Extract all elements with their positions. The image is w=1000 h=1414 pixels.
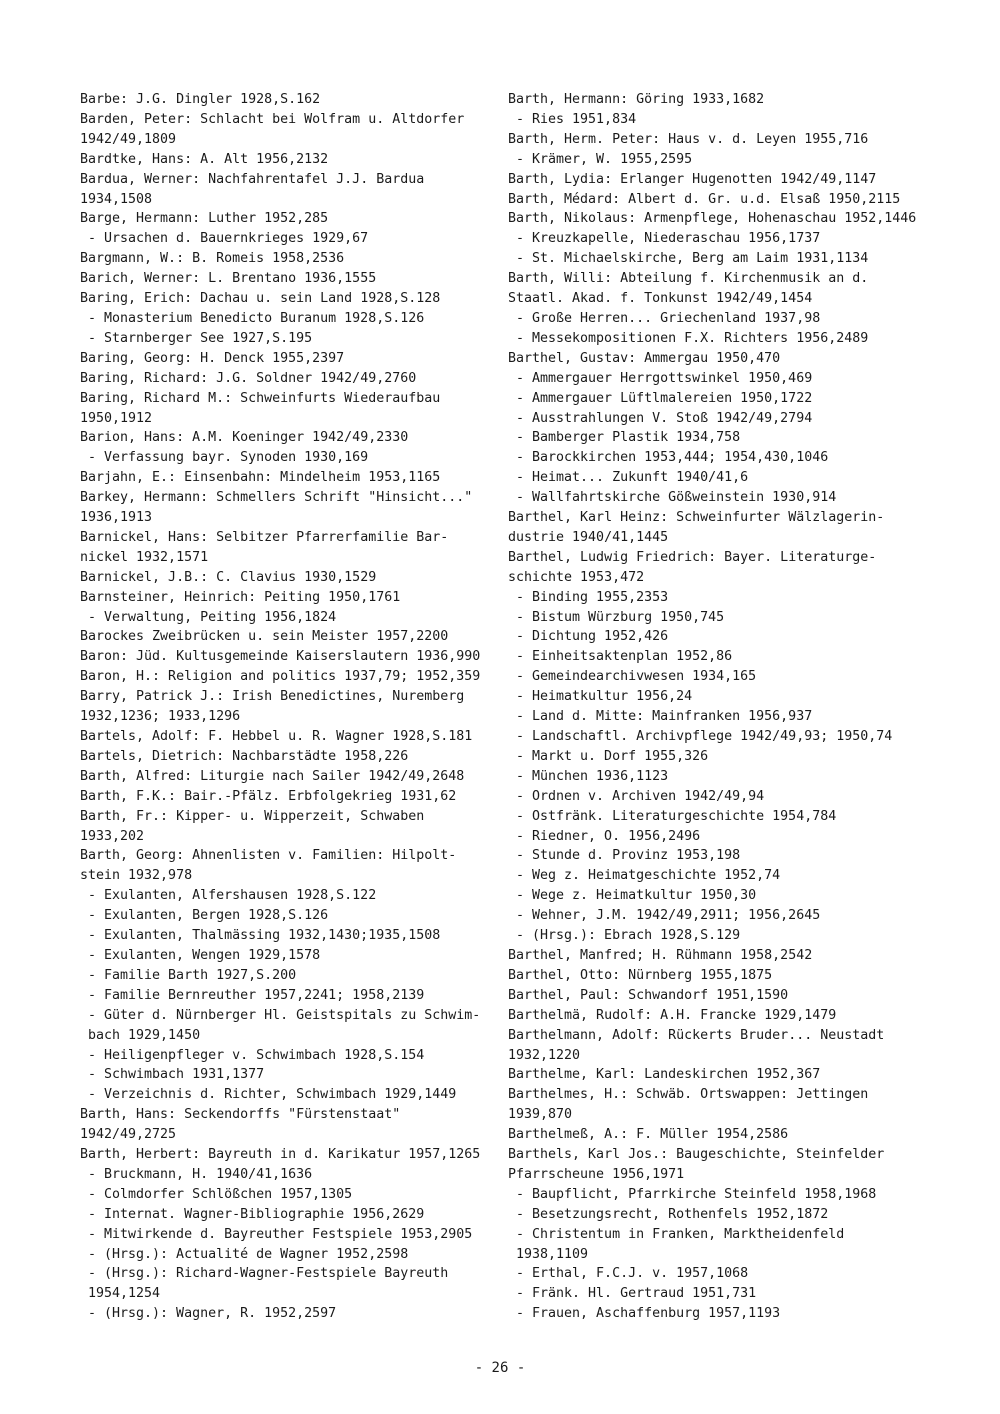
index-entry — [508, 90, 938, 110]
index-entry — [80, 349, 495, 369]
entry-line: - Bistum Würzburg 1950,745 — [516, 609, 725, 625]
index-subentry — [508, 767, 938, 787]
entry-line: Barth, Lydia: Erlanger Hugenotten 1942/49,1147 — [508, 171, 877, 187]
index-entry — [80, 588, 495, 608]
entry-line: - Exulanten, Thalmässing 1932,1430;1935,1508 — [88, 928, 441, 944]
index-subentry — [508, 389, 938, 409]
entry-line: Baring, Georg: H. Denck 1955,2397 — [80, 350, 345, 366]
entry-line: Bardua, Werner: Nachfahrentafel J.J. Bardua — [80, 171, 425, 187]
index-entry — [508, 966, 938, 986]
index-entry — [508, 1125, 938, 1145]
entry-line: - Fränk. Hl. Gertraud 1951,731 — [516, 1286, 757, 1302]
entry-line: Barjahn, E.: Einsenbahn: Mindelheim 1953,1165 — [80, 470, 441, 486]
entry-line: - Weg z. Heimatgeschichte 1952,74 — [516, 868, 781, 884]
entry-line: - Internat. Wagner-Bibliographie 1956,2629 — [88, 1206, 425, 1222]
index-subentry — [508, 627, 938, 647]
index-entry — [80, 389, 495, 429]
entry-line: - München 1936,1123 — [516, 768, 669, 784]
right-column — [508, 90, 938, 1324]
index-entry — [80, 369, 495, 389]
entry-line: - Starnberger See 1927,S.195 — [88, 330, 313, 346]
left-column — [80, 90, 495, 1324]
index-entry — [508, 1145, 938, 1185]
index-entry — [80, 249, 495, 269]
entry-line: Staatl. Akad. f. Tonkunst 1942/49,1454 — [508, 291, 813, 307]
entry-line: Barth, Fr.: Kipper- u. Wipperzeit, Schwaben — [80, 808, 425, 824]
entry-line: Barion, Hans: A.M. Koeninger 1942/49,2330 — [80, 430, 409, 446]
index-subentry — [508, 647, 938, 667]
entry-line: - Barockkirchen 1953,444; 1954,430,1046 — [516, 450, 829, 466]
index-subentry — [80, 309, 495, 329]
index-entry — [508, 508, 938, 548]
entry-line: - Ries 1951,834 — [516, 111, 637, 127]
entry-line: Barockes Zweibrücken u. sein Meister 1957,2200 — [80, 629, 449, 645]
index-subentry — [508, 369, 938, 389]
index-subentry — [508, 1264, 938, 1284]
entry-line: 1954,1254 — [88, 1286, 161, 1302]
entry-line: - Messekompositionen F.X. Richters 1956,2489 — [516, 330, 869, 346]
entry-line: Baring, Erich: Dachau u. sein Land 1928,S.128 — [80, 291, 441, 307]
index-entry — [80, 767, 495, 787]
index-subentry — [508, 1205, 938, 1225]
index-subentry — [80, 1165, 495, 1185]
index-entry — [80, 1145, 495, 1165]
entry-line: - Verfassung bayr. Synoden 1930,169 — [88, 450, 369, 466]
index-entry — [80, 687, 495, 727]
entry-line: 1939,870 — [508, 1107, 573, 1123]
index-entry — [508, 1065, 938, 1085]
index-subentry — [508, 687, 938, 707]
index-subentry — [80, 1205, 495, 1225]
index-entry — [80, 150, 495, 170]
index-entry — [80, 468, 495, 488]
entry-line: Barth, Nikolaus: Armenpflege, Hohenaschau 1952,1446 — [508, 211, 917, 227]
entry-line: - Exulanten, Wengen 1929,1578 — [88, 947, 321, 963]
entry-line: Barth, Hermann: Göring 1933,1682 — [508, 92, 765, 107]
index-subentry — [508, 1304, 938, 1324]
entry-line: Bargmann, W.: B. Romeis 1958,2536 — [80, 251, 345, 267]
entry-line: - Wege z. Heimatkultur 1950,30 — [516, 888, 757, 904]
index-subentry — [508, 329, 938, 349]
index-entry — [80, 647, 495, 667]
index-subentry — [508, 787, 938, 807]
entry-line: - Besetzungsrecht, Rothenfels 1952,1872 — [516, 1206, 829, 1222]
index-entry — [80, 110, 495, 150]
entry-line: Barth, Herbert: Bayreuth in d. Karikatur 1957,1265 — [80, 1147, 481, 1163]
index-entry — [508, 1006, 938, 1026]
index-subentry — [508, 229, 938, 249]
index-subentry — [508, 588, 938, 608]
entry-line: - Mitwirkende d. Bayreuther Festspiele 1953,2905 — [88, 1226, 473, 1242]
index-subentry — [80, 229, 495, 249]
entry-line: - Güter d. Nürnberger Hl. Geistspitals zu Schwim- — [88, 1007, 481, 1023]
index-entry — [508, 986, 938, 1006]
entry-line: - Bruckmann, H. 1940/41,1636 — [88, 1166, 313, 1182]
index-subentry — [508, 1185, 938, 1205]
entry-line: - Familie Bernreuther 1957,2241; 1958,2139 — [88, 987, 425, 1003]
index-entry — [80, 1105, 495, 1145]
entry-line: - Ausstrahlungen V. Stoß 1942/49,2794 — [516, 410, 813, 426]
entry-line: Barich, Werner: L. Brentano 1936,1555 — [80, 271, 377, 287]
page-number: - 26 - — [474, 1360, 526, 1376]
entry-line: Barth, Georg: Ahnenlisten v. Familien: Hilpolt- — [80, 848, 457, 864]
entry-line: Bartels, Adolf: F. Hebbel u. R. Wagner 1928,S.181 — [80, 729, 473, 744]
entry-line: 1933,202 — [80, 828, 145, 844]
index-subentry — [508, 886, 938, 906]
index-entry — [508, 130, 938, 150]
index-subentry — [508, 608, 938, 628]
index-entry — [80, 269, 495, 289]
entry-line: 1942/49,1809 — [80, 131, 177, 147]
entry-line: - (Hrsg.): Wagner, R. 1952,2597 — [88, 1306, 337, 1322]
index-entry — [508, 209, 938, 229]
index-subentry — [80, 966, 495, 986]
entry-line: 1942/49,2725 — [80, 1127, 177, 1143]
entry-line: - Ursachen d. Bauernkrieges 1929,67 — [88, 231, 369, 247]
index-entry — [508, 548, 938, 588]
entry-line: Barth, F.K.: Bair.-Pfälz. Erbfolgekrieg 1931,62 — [80, 788, 457, 804]
index-subentry — [508, 468, 938, 488]
entry-line: 1936,1913 — [80, 510, 153, 526]
entry-line: - Frauen, Aschaffenburg 1957,1193 — [516, 1306, 781, 1322]
entry-line: Barthel, Paul: Schwandorf 1951,1590 — [508, 987, 789, 1003]
index-entry — [80, 568, 495, 588]
entry-line: - Ostfränk. Literaturgeschichte 1954,784 — [516, 808, 837, 824]
index-subentry — [80, 1085, 495, 1105]
entry-line: - Land d. Mitte: Mainfranken 1956,937 — [516, 709, 813, 725]
entry-line: Barthelmes, H.: Schwäb. Ortswappen: Jettingen — [508, 1087, 869, 1103]
entry-line: - Wehner, J.M. 1942/49,2911; 1956,2645 — [516, 908, 821, 924]
index-subentry — [508, 747, 938, 767]
entry-line: - Heimatkultur 1956,24 — [516, 689, 693, 705]
entry-line: - Verzeichnis d. Richter, Schwimbach 1929,1449 — [88, 1087, 457, 1103]
index-subentry — [80, 1264, 495, 1304]
index-subentry — [80, 1225, 495, 1245]
entry-line: Barthel, Manfred; H. Rühmann 1958,2542 — [508, 947, 813, 963]
entry-line: Barthelme, Karl: Landeskirchen 1952,367 — [508, 1067, 821, 1083]
index-subentry — [80, 926, 495, 946]
entry-line: - Einheitsaktenplan 1952,86 — [516, 649, 733, 665]
entry-line: - St. Michaelskirche, Berg am Laim 1931,1134 — [516, 251, 869, 267]
entry-line: - Verwaltung, Peiting 1956,1824 — [88, 609, 337, 625]
index-subentry — [508, 1284, 938, 1304]
entry-line: - Kreuzkapelle, Niederaschau 1956,1737 — [516, 231, 821, 247]
entry-line: - Ammergauer Herrgottswinkel 1950,469 — [516, 370, 813, 386]
index-subentry — [508, 727, 938, 747]
index-subentry — [508, 866, 938, 886]
index-subentry — [80, 1065, 495, 1085]
entry-line: - Christentum in Franken, Marktheidenfeld — [516, 1226, 845, 1242]
entry-line: - Markt u. Dorf 1955,326 — [516, 748, 709, 764]
entry-line: - Exulanten, Bergen 1928,S.126 — [88, 908, 329, 924]
index-subentry — [508, 827, 938, 847]
entry-line: Baron, H.: Religion and politics 1937,79; 1952,359 — [80, 669, 481, 685]
index-subentry — [80, 886, 495, 906]
index-entry — [80, 787, 495, 807]
index-subentry — [508, 1225, 938, 1265]
entry-line: - Stunde d. Provinz 1953,198 — [516, 848, 741, 864]
entry-line: Barthel, Ludwig Friedrich: Bayer. Literaturge- — [508, 549, 877, 565]
index-subentry — [508, 906, 938, 926]
index-subentry — [80, 1245, 495, 1265]
index-subentry — [80, 329, 495, 349]
index-entry — [508, 190, 938, 210]
entry-line: - Ordnen v. Archiven 1942/49,94 — [516, 788, 765, 804]
entry-line: Baron: Jüd. Kultusgemeinde Kaiserslautern 1936,990 — [80, 649, 481, 665]
entry-line: - Binding 1955,2353 — [516, 589, 669, 605]
entry-line: 1934,1508 — [80, 191, 153, 207]
index-entry — [80, 289, 495, 309]
index-entry — [80, 488, 495, 528]
index-subentry — [80, 986, 495, 1006]
entry-line: - Monasterium Benedicto Buranum 1928,S.126 — [88, 310, 425, 326]
index-entry — [80, 209, 495, 229]
entry-line: - (Hrsg.): Ebrach 1928,S.129 — [516, 928, 741, 944]
entry-line: Barry, Patrick J.: Irish Benedictines, Nuremberg — [80, 689, 465, 705]
index-entry — [80, 667, 495, 687]
entry-line: 1932,1220 — [508, 1047, 581, 1063]
index-subentry — [80, 906, 495, 926]
entry-line: - Familie Barth 1927,S.200 — [88, 967, 297, 983]
entry-line: 1938,1109 — [516, 1246, 589, 1262]
entry-line: Barthel, Gustav: Ammergau 1950,470 — [508, 350, 781, 366]
index-subentry — [508, 428, 938, 448]
index-subentry — [508, 707, 938, 727]
entry-line: Baring, Richard: J.G. Soldner 1942/49,2760 — [80, 370, 417, 386]
index-subentry — [508, 488, 938, 508]
index-entry — [80, 807, 495, 847]
entry-line: dustrie 1940/41,1445 — [508, 529, 669, 545]
entry-line: Barnsteiner, Heinrich: Peiting 1950,1761 — [80, 589, 401, 605]
entry-line: Barth, Herm. Peter: Haus v. d. Leyen 1955,716 — [508, 131, 869, 147]
index-entry — [508, 269, 938, 309]
index-subentry — [508, 110, 938, 130]
index-entry — [80, 170, 495, 210]
entry-line: - Erthal, F.C.J. v. 1957,1068 — [516, 1266, 749, 1282]
entry-line: - (Hrsg.): Actualité de Wagner 1952,2598 — [88, 1246, 409, 1262]
entry-line: Barnickel, J.B.: C. Clavius 1930,1529 — [80, 569, 377, 585]
entry-line: Barthel, Karl Heinz: Schweinfurter Wälzlagerin- — [508, 510, 885, 526]
index-subentry — [80, 1304, 495, 1324]
index-subentry — [80, 448, 495, 468]
entry-line: Barthel, Otto: Nürnberg 1955,1875 — [508, 967, 773, 983]
index-subentry — [80, 1006, 495, 1046]
index-entry — [508, 170, 938, 190]
entry-line: Barth, Willi: Abteilung f. Kirchenmusik an d. — [508, 271, 869, 287]
entry-line: - (Hrsg.): Richard-Wagner-Festspiele Bayreuth — [88, 1266, 449, 1282]
entry-line: - Wallfahrtskirche Gößweinstein 1930,914 — [516, 490, 837, 506]
entry-line: Barthelmeß, A.: F. Müller 1954,2586 — [508, 1127, 789, 1143]
entry-line: Barden, Peter: Schlacht bei Wolfram u. Altdorfer — [80, 111, 465, 127]
entry-line: - Exulanten, Alfershausen 1928,S.122 — [88, 888, 377, 904]
index-subentry — [80, 608, 495, 628]
entry-line: Barthels, Karl Jos.: Baugeschichte, Steinfelder — [508, 1147, 885, 1163]
entry-line: stein 1932,978 — [80, 868, 193, 884]
entry-line: - Schwimbach 1931,1377 — [88, 1067, 265, 1083]
entry-line: Barthelmä, Rudolf: A.H. Francke 1929,1479 — [508, 1007, 837, 1023]
index-subentry — [508, 150, 938, 170]
index-subentry — [80, 1046, 495, 1066]
entry-line: 1932,1236; 1933,1296 — [80, 709, 241, 725]
entry-line: - Große Herren... Griechenland 1937,98 — [516, 310, 821, 326]
index-entry — [80, 627, 495, 647]
entry-line: Barth, Hans: Seckendorffs "Fürstenstaat" — [80, 1107, 401, 1123]
entry-line: Bardtke, Hans: A. Alt 1956,2132 — [80, 151, 329, 167]
entry-line: Barth, Alfred: Liturgie nach Sailer 1942/49,2648 — [80, 768, 465, 784]
entry-line: schichte 1953,472 — [508, 569, 645, 585]
index-subentry — [80, 1185, 495, 1205]
entry-line: Barge, Hermann: Luther 1952,285 — [80, 211, 329, 227]
index-entry — [508, 1026, 938, 1066]
index-subentry — [508, 926, 938, 946]
entry-line: - Riedner, O. 1956,2496 — [516, 828, 701, 844]
index-entry — [80, 727, 495, 747]
entry-line: Pfarrscheune 1956,1971 — [508, 1166, 685, 1182]
entry-line: - Landschaftl. Archivpflege 1942/49,93; 1950,74 — [516, 729, 893, 744]
index-subentry — [80, 946, 495, 966]
index-subentry — [508, 249, 938, 269]
index-subentry — [508, 448, 938, 468]
entry-line: Barkey, Hermann: Schmellers Schrift "Hinsicht..." — [80, 490, 473, 506]
entry-line: Barnickel, Hans: Selbitzer Pfarrerfamilie Bar- — [80, 529, 449, 545]
index-entry — [80, 846, 495, 886]
index-entry — [80, 747, 495, 767]
index-entry — [508, 1085, 938, 1125]
entry-line: Bartels, Dietrich: Nachbarstädte 1958,226 — [80, 748, 409, 764]
entry-line: Baring, Richard M.: Schweinfurts Wiederaufbau — [80, 390, 441, 406]
entry-line: Barbe: J.G. Dingler 1928,S.162 — [80, 92, 321, 107]
entry-line: nickel 1932,1571 — [80, 549, 209, 565]
index-entry — [80, 428, 495, 448]
index-entry — [508, 946, 938, 966]
entry-line: 1950,1912 — [80, 410, 153, 426]
index-entry — [80, 90, 495, 110]
entry-line: - Heiligenpfleger v. Schwimbach 1928,S.154 — [88, 1047, 425, 1063]
entry-line: - Krämer, W. 1955,2595 — [516, 151, 693, 167]
index-entry — [508, 349, 938, 369]
entry-line: - Bamberger Plastik 1934,758 — [516, 430, 741, 446]
index-subentry — [508, 409, 938, 429]
index-entry — [80, 528, 495, 568]
entry-line: - Heimat... Zukunft 1940/41,6 — [516, 470, 749, 486]
entry-line: - Gemeindearchivwesen 1934,165 — [516, 669, 757, 685]
index-subentry — [508, 667, 938, 687]
index-subentry — [508, 309, 938, 329]
index-subentry — [508, 807, 938, 827]
entry-line: - Baupflicht, Pfarrkirche Steinfeld 1958,1968 — [516, 1186, 877, 1202]
entry-line: - Colmdorfer Schlößchen 1957,1305 — [88, 1186, 353, 1202]
entry-line: bach 1929,1450 — [88, 1027, 201, 1043]
index-subentry — [508, 846, 938, 866]
entry-line: Barth, Médard: Albert d. Gr. u.d. Elsaß 1950,2115 — [508, 191, 901, 207]
entry-line: - Ammergauer Lüftlmalereien 1950,1722 — [516, 390, 813, 406]
entry-line: Barthelmann, Adolf: Rückerts Bruder... Neustadt — [508, 1027, 885, 1043]
entry-line: - Dichtung 1952,426 — [516, 629, 669, 645]
